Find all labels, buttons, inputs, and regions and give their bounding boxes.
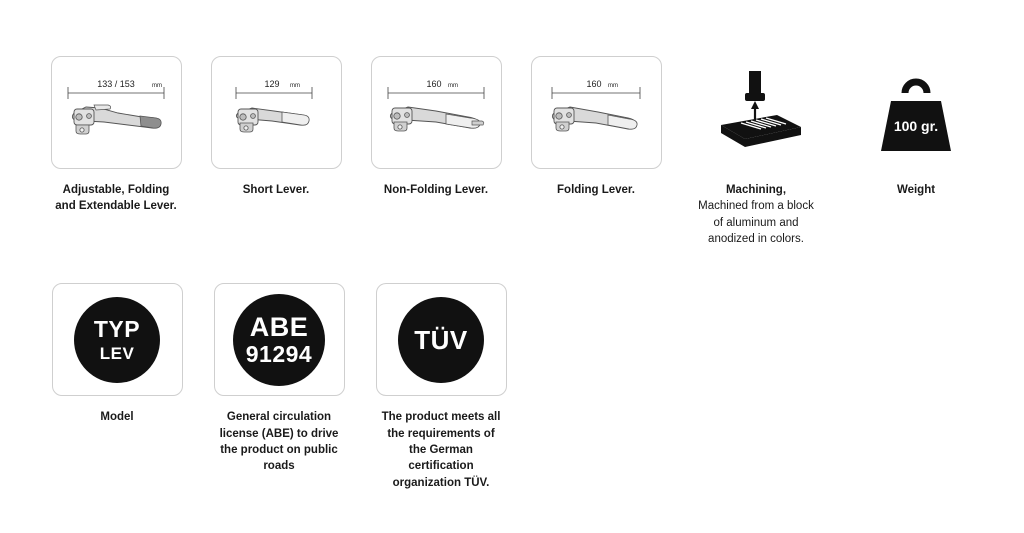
feature-icon-box (691, 56, 822, 169)
feature-row-1 (36, 56, 996, 247)
feature-caption (841, 182, 991, 198)
dimension-unit: mm (290, 83, 300, 89)
feature-icon-box (851, 56, 982, 169)
dimension-value: 160 (426, 79, 442, 89)
lever-illustration (236, 108, 309, 132)
caption-line: Short Lever. (242, 184, 310, 196)
badge-caption (204, 409, 354, 474)
lever-illustration (72, 105, 161, 134)
feature-adjustable-folding-extendable-lever (36, 56, 196, 215)
caption-line: Folding Lever. (557, 184, 635, 196)
feature-grid (36, 56, 996, 491)
caption-line: the requirements of (387, 427, 495, 440)
feature-icon-box (51, 56, 182, 169)
feature-icon-box (371, 56, 502, 169)
badge-line-1: ABE (249, 311, 309, 342)
caption-line: anodized in colors. (708, 232, 804, 245)
caption-line: organization TÜV. (392, 476, 490, 489)
feature-caption (41, 182, 191, 215)
feature-caption (681, 182, 831, 247)
dimension-unit: mm (152, 83, 162, 89)
caption-line: certification (408, 460, 474, 473)
cnc-machining-icon (701, 63, 811, 163)
caption-line: the product on public (220, 443, 338, 456)
dimension-value: 133 / 153 (97, 79, 135, 89)
feature-caption (361, 182, 511, 198)
model-badge-icon (74, 297, 160, 383)
caption-line: General circulation (226, 411, 332, 424)
caption-line: and Extendable Lever. (55, 200, 177, 213)
caption-line: The product meets all (381, 411, 501, 424)
dimension-unit: mm (608, 83, 618, 89)
feature-caption (201, 182, 351, 198)
badge-abe (198, 283, 360, 474)
weight-value: 100 gr. (893, 117, 939, 134)
feature-icon-box (211, 56, 342, 169)
badge-line-2: 91294 (245, 340, 313, 367)
caption-line: Non-Folding Lever. (383, 184, 489, 196)
weight-icon (861, 63, 971, 163)
dimension-unit: mm (448, 83, 458, 89)
caption-line: of aluminum and (713, 216, 799, 229)
feature-row-2 (36, 283, 996, 491)
dimension-value: 160 (586, 79, 602, 89)
badge-line-1: TYP (93, 315, 141, 342)
lever-adjustable-folding-icon (56, 65, 176, 160)
lever-non-folding-icon (376, 65, 496, 160)
feature-weight (836, 56, 996, 198)
lever-illustration (552, 107, 637, 131)
feature-icon-box (531, 56, 662, 169)
feature-non-folding-lever (356, 56, 516, 198)
feature-short-lever (196, 56, 356, 198)
dimension-value: 129 (264, 79, 280, 89)
caption-line: roads (263, 460, 295, 473)
badge-icon-box (376, 283, 507, 396)
badge-caption (366, 409, 516, 491)
badge-model (36, 283, 198, 425)
caption-line: Machined from a block (698, 200, 814, 213)
badge-line-1: TÜV (414, 324, 468, 355)
caption-line: Model (100, 411, 134, 424)
badge-line-2: LEV (99, 343, 135, 363)
badge-icon-box (52, 283, 183, 396)
caption-line: license (ABE) to drive (219, 427, 339, 440)
caption-line: the German (409, 443, 473, 456)
badge-caption (42, 409, 192, 425)
caption-line: Weight (896, 184, 936, 196)
lever-short-icon (216, 65, 336, 160)
tuv-badge-icon (398, 297, 484, 383)
badge-tuv (360, 283, 522, 491)
caption-title: Machining, (725, 184, 787, 196)
feature-folding-lever (516, 56, 676, 198)
lever-illustration (390, 107, 483, 131)
abe-badge-icon (233, 294, 325, 386)
lever-folding-icon (536, 65, 656, 160)
badge-icon-box (214, 283, 345, 396)
caption-line: Adjustable, Folding (62, 184, 170, 196)
feature-caption (521, 182, 671, 198)
feature-machining (676, 56, 836, 247)
